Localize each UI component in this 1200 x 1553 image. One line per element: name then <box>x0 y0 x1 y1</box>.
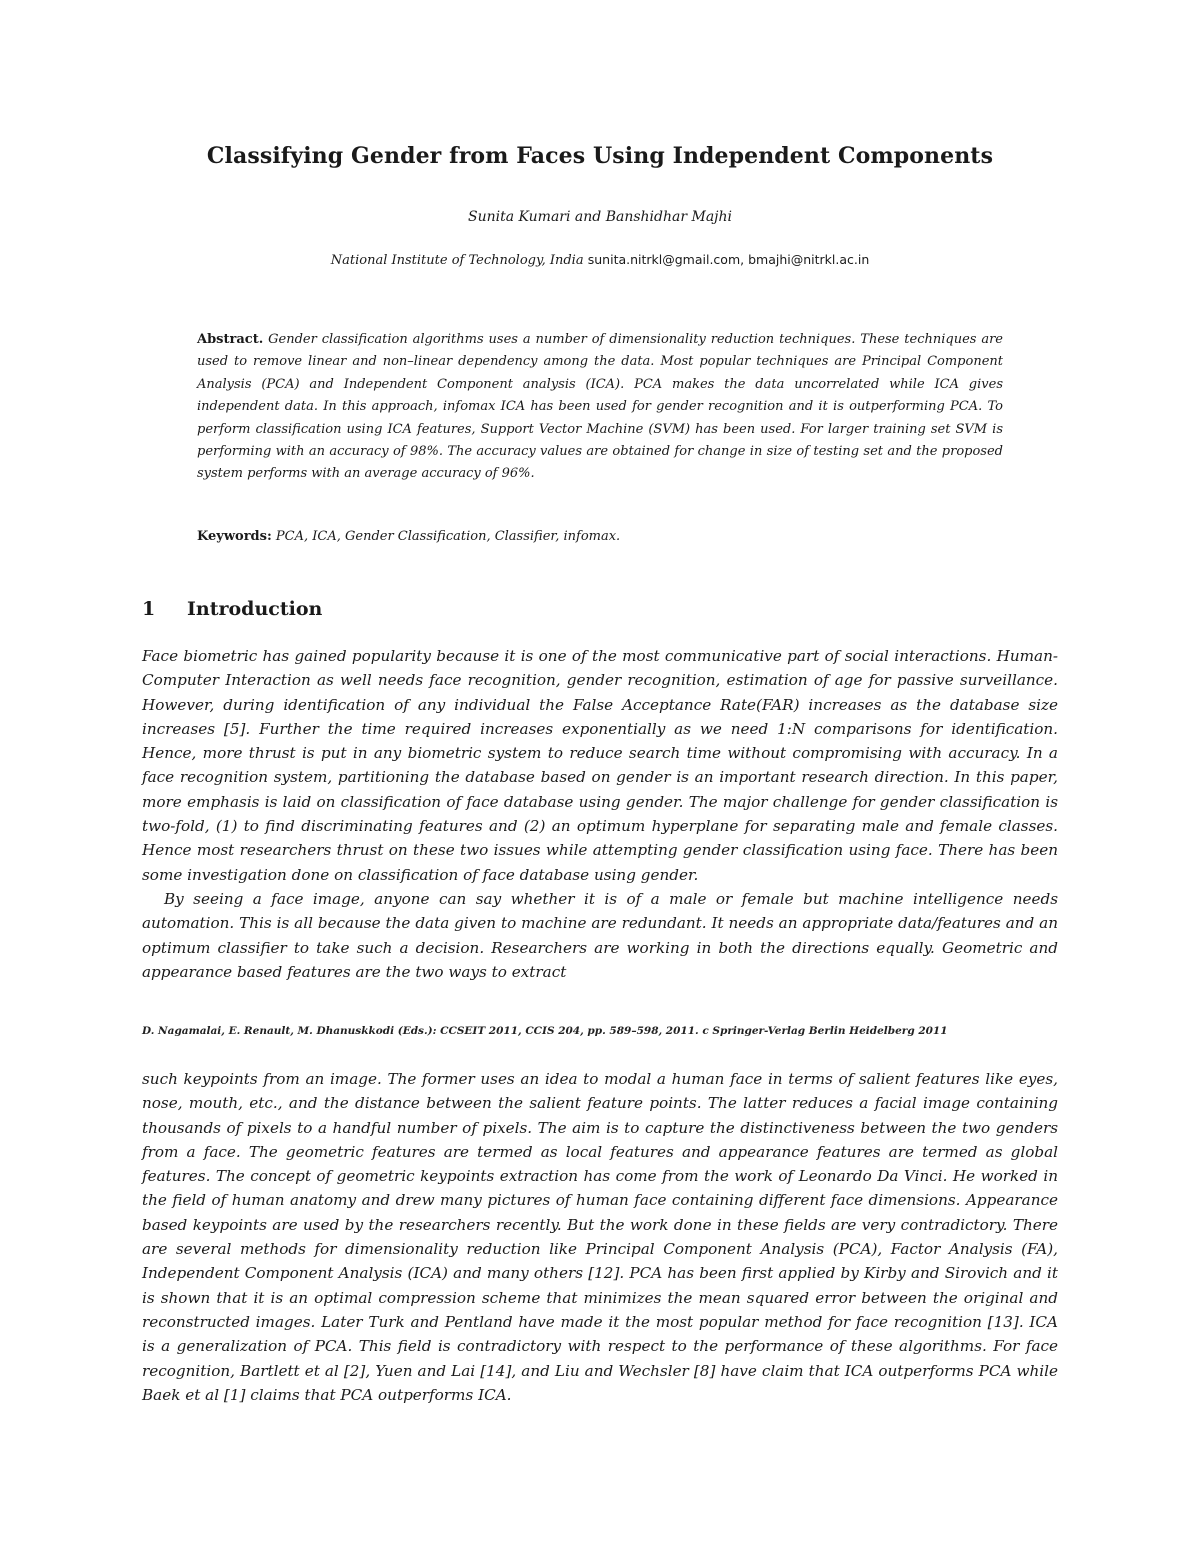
author-emails[interactable]: sunita.nitrkl@gmail.com, bmajhi@nitrkl.ac.in <box>587 252 870 267</box>
paper-title: Classifying Gender from Faces Using Independent Components <box>206 143 994 169</box>
intro-paragraph-3: such keypoints from an image. The former uses an idea to modal a human face in terms of salient features like eyes, nose, mouth, etc., and the distance between the salient feature points. The latter reduces a facial image containing thousands of pixels to a handful number of pixels. The aim is to capture the distinctiveness between the two genders from a face. The geometric features are termed as local features and appearance features are termed as global features. The concept of geometric keypoints extraction has come from the work of Leonardo Da Vinci. He worked in the field of human anatomy and drew many pictures of human face containing different face dimensions. Appearance based keypoints are used by the researchers recently. But the work done in these fields are very contradictory. There are several methods for dimensionality reduction like Principal Component Analysis (PCA), Factor Analysis (FA), Independent Component Analysis (ICA) and many others [12]. PCA has been first applied by Kirby and Sirovich and it is shown that it is an optimal compression scheme that minimizes the mean squared error between the original and reconstructed images. Later Turk and Pentland have made it the most popular method for face recognition [13]. ICA is a generalization of PCA. This field is contradictory with respect to the performance of these algorithms. For face recognition, Bartlett et al [2], Yuen and Lai [14], and Liu and Wechsler [8] have claim that ICA outperforms PCA while Baek et al [1] claims that PCA outperforms ICA. <box>142 1070 1058 1404</box>
section-heading <box>142 598 322 620</box>
abstract <box>197 329 1003 486</box>
intro-body-continued <box>142 1067 1058 1407</box>
affiliation-line <box>0 252 1200 268</box>
footnote: D. Nagamalai, E. Renault, M. Dhanuskkodi (Eds.): CCSEIT 2011, CCIS 204, pp. 589–598, 2011. c Springer-Verlag Berlin Heidelberg 2011 <box>142 1025 948 1037</box>
keywords <box>197 529 1003 544</box>
section-number: 1 <box>142 598 156 620</box>
intro-paragraph-2: By seeing a face image, anyone can say whether it is of a male or female but machine intelligence needs automation. This is all because the data given to machine are redundant. It needs an appropriate data/features and an optimum classifier to take such a decision. Researchers are working in both the directions equally. Geometric and appearance based features are the two ways to extract <box>142 889 1058 981</box>
keywords-label: Keywords: <box>197 529 272 544</box>
intro-paragraph-1: Face biometric has gained popularity because it is one of the most communicative part of social interactions. Human-Computer Interaction as well needs face recognition, gender recognition, estimation of age for passive surveillance. However, during identification of any individual the False Acceptance Rate(FAR) increases as the database size increases [5]. Further the time required increases exponentially as we need 1:N comparisons for identification. Hence, more thrust is put in any biometric system to reduce search time without compromising with accuracy. In a face recognition system, partitioning the database based on gender is an important research direction. In this paper, more emphasis is laid on classification of face database using gender. The major challenge for gender classification is two-fold, (1) to find discriminating features and (2) an optimum hyperplane for separating male and female classes. Hence most researchers thrust on these two issues while attempting gender classification using face. There has been some investigation done on classification of face database using gender. <box>142 647 1058 884</box>
abstract-text: Gender classification algorithms uses a number of dimensionality reduction techniques. These techniques are used to remove linear and non–linear dependency among the data. Most popular techniques are Principal Component Analysis (PCA) and Independent Component analysis (ICA). PCA makes the data uncorrelated while ICA gives independent data. In this approach, infomax ICA has been used for gender recognition and it is outperforming PCA. To perform classification using ICA features, Support Vector Machine (SVM) has been used. For larger training set SVM is performing with an accuracy of 98%. The accuracy values are obtained for change in size of testing set and the proposed system performs with an average accuracy of 96%. <box>197 332 1004 482</box>
intro-body-top <box>142 644 1058 984</box>
keywords-text: PCA, ICA, Gender Classification, Classifier, infomax. <box>275 529 621 544</box>
abstract-label: Abstract. <box>197 332 264 347</box>
affiliation: National Institute of Technology, India <box>330 253 584 268</box>
paper-authors: Sunita Kumari and Banshidhar Majhi <box>467 209 733 225</box>
section-title: Introduction <box>187 598 323 620</box>
